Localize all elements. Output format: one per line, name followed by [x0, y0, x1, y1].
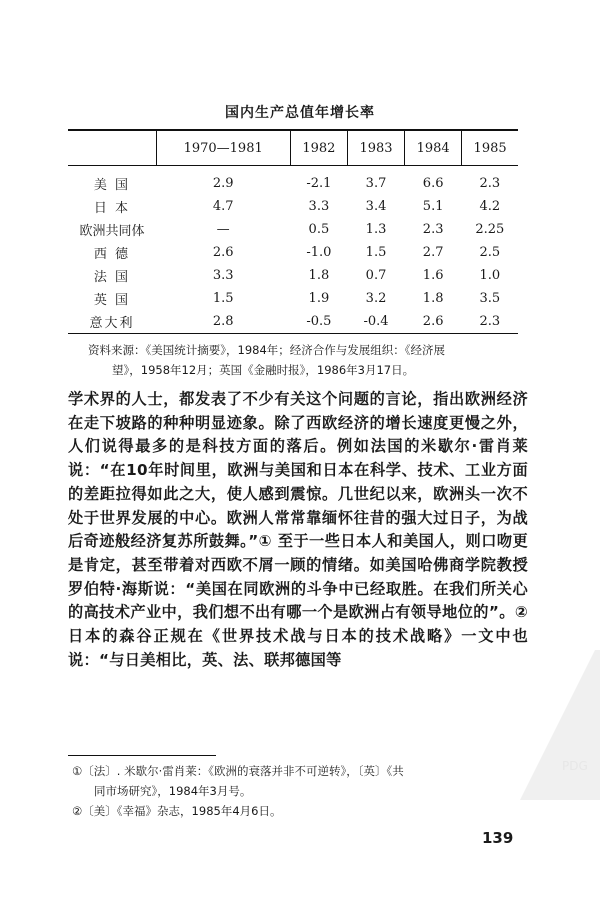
table-cell: -1.0 — [306, 245, 332, 260]
table-cell: 3.5 — [479, 291, 501, 306]
header-col-1: 1970—1981 — [156, 130, 290, 166]
footnote-divider — [68, 755, 216, 756]
table-cell: -0.5 — [290, 310, 347, 334]
header-col-2: 1982 — [290, 130, 347, 166]
table-cell: 4.2 — [479, 199, 501, 214]
table-cell: 1.9 — [308, 291, 330, 306]
table-cell: 2.3 — [422, 222, 444, 237]
row-country: 英 国 — [93, 293, 131, 308]
table-row — [68, 264, 518, 287]
row-country: 美 国 — [93, 178, 131, 193]
table-cell: 2.6 — [212, 245, 234, 260]
table-row — [68, 287, 518, 310]
table-cell: 1.8 — [422, 291, 444, 306]
table-cell: 2.6 — [405, 310, 462, 334]
table-cell: 6.6 — [422, 176, 444, 191]
footnote-1-line-1: ①〔法〕. 米歇尔·雷肖莱：《欧洲的衰落并非不可逆转》，〔英〕《共 — [72, 764, 404, 778]
table-cell: -0.4 — [347, 310, 404, 334]
table-cell: 3.4 — [365, 199, 387, 214]
watermark-text: PDG — [562, 759, 588, 773]
header-col-3: 1983 — [347, 130, 404, 166]
table-cell: 4.7 — [212, 199, 234, 214]
table-cell: 3.3 — [308, 199, 330, 214]
table-cell: 0.5 — [308, 222, 330, 237]
table-cell: 2.25 — [475, 222, 505, 237]
library-stamp-watermark — [500, 650, 600, 800]
table-header-row — [68, 130, 518, 166]
table-cell: 2.5 — [479, 245, 501, 260]
table-row — [68, 218, 518, 241]
table-cell: 2.7 — [422, 245, 444, 260]
table-cell: 3.3 — [212, 268, 234, 283]
row-country: 法 国 — [93, 270, 131, 285]
row-country: 欧洲共同体 — [79, 224, 145, 239]
gdp-growth-table — [68, 129, 518, 334]
table-cell: 2.8 — [156, 310, 290, 334]
table-row — [68, 241, 518, 264]
table-cell: -2.1 — [306, 176, 332, 191]
header-col-4: 1984 — [405, 130, 462, 166]
row-country: 西 德 — [93, 247, 131, 262]
table-cell: 0.7 — [365, 268, 387, 283]
footnotes — [72, 761, 532, 821]
footnote-2: ②〔美〕《幸福》杂志，1985年4月6日。 — [72, 804, 282, 818]
table-source-note — [88, 340, 538, 380]
table-title: 国内生产总值年增长率 — [225, 105, 375, 121]
table-cell: 1.5 — [212, 291, 234, 306]
table-cell: 1.3 — [365, 222, 387, 237]
table-cell: 1.6 — [422, 268, 444, 283]
source-line-1: 资料来源：《美国统计摘要》，1984年；经济合作与发展组织：《经济展 — [88, 343, 446, 357]
table-row — [68, 166, 518, 196]
table-row — [68, 310, 518, 334]
table-cell: 5.1 — [422, 199, 444, 214]
table-cell: 1.0 — [479, 268, 501, 283]
table-cell: 1.8 — [308, 268, 330, 283]
table-cell: 2.3 — [462, 310, 518, 334]
table-row — [68, 195, 518, 218]
table-cell: 3.7 — [365, 176, 387, 191]
page-number: 139 — [482, 829, 514, 847]
table-cell: 2.3 — [479, 176, 501, 191]
source-line-2: 望》，1958年12月；英国《金融时报》，1986年3月17日。 — [112, 363, 415, 377]
body-paragraph: 学术界的人士，都发表了不少有关这个问题的言论，指出欧洲经济在走下坡路的种种明显迹象。除了西欧经济的增长速度更慢之外，人们说得最多的是科技方面的落后。例如法国的米歇尔·雷肖莱说：“在10年时间里，欧洲与美国和日本在科学、技术、工业方面的差距拉得如此之大，使人感到震惊。几世纪以来，欧洲头一次不处于世界发展的中心。欧洲人常常靠缅怀往昔的强大过日子，为战后奇迹般经济复苏所鼓舞。”① 至于一些日本人和美国人，则口吻更是肯定，甚至带着对西欧不屑一顾的情绪。如美国哈佛商学院教授罗伯特·海斯说：“美国在同欧洲的斗争中已经取胜。在我们所关心的高技术产业中，我们想不出有哪一个是欧洲占有领导地位的”。② 日本的森谷正规在《世界技术战与日本的技术战略》一文中也说：“与日美相比，英、法、联邦德国等 — [68, 390, 528, 669]
header-country-col — [68, 130, 156, 166]
table-cell: — — [216, 222, 230, 237]
header-col-5: 1985 — [462, 130, 518, 166]
footnote-1-line-2: 同市场研究》，1984年3月号。 — [94, 784, 252, 798]
table-cell: 1.5 — [365, 245, 387, 260]
row-country: 意大利 — [68, 310, 156, 334]
table-cell: 2.9 — [212, 176, 234, 191]
table-cell: 3.2 — [365, 291, 387, 306]
row-country: 日 本 — [93, 201, 131, 216]
